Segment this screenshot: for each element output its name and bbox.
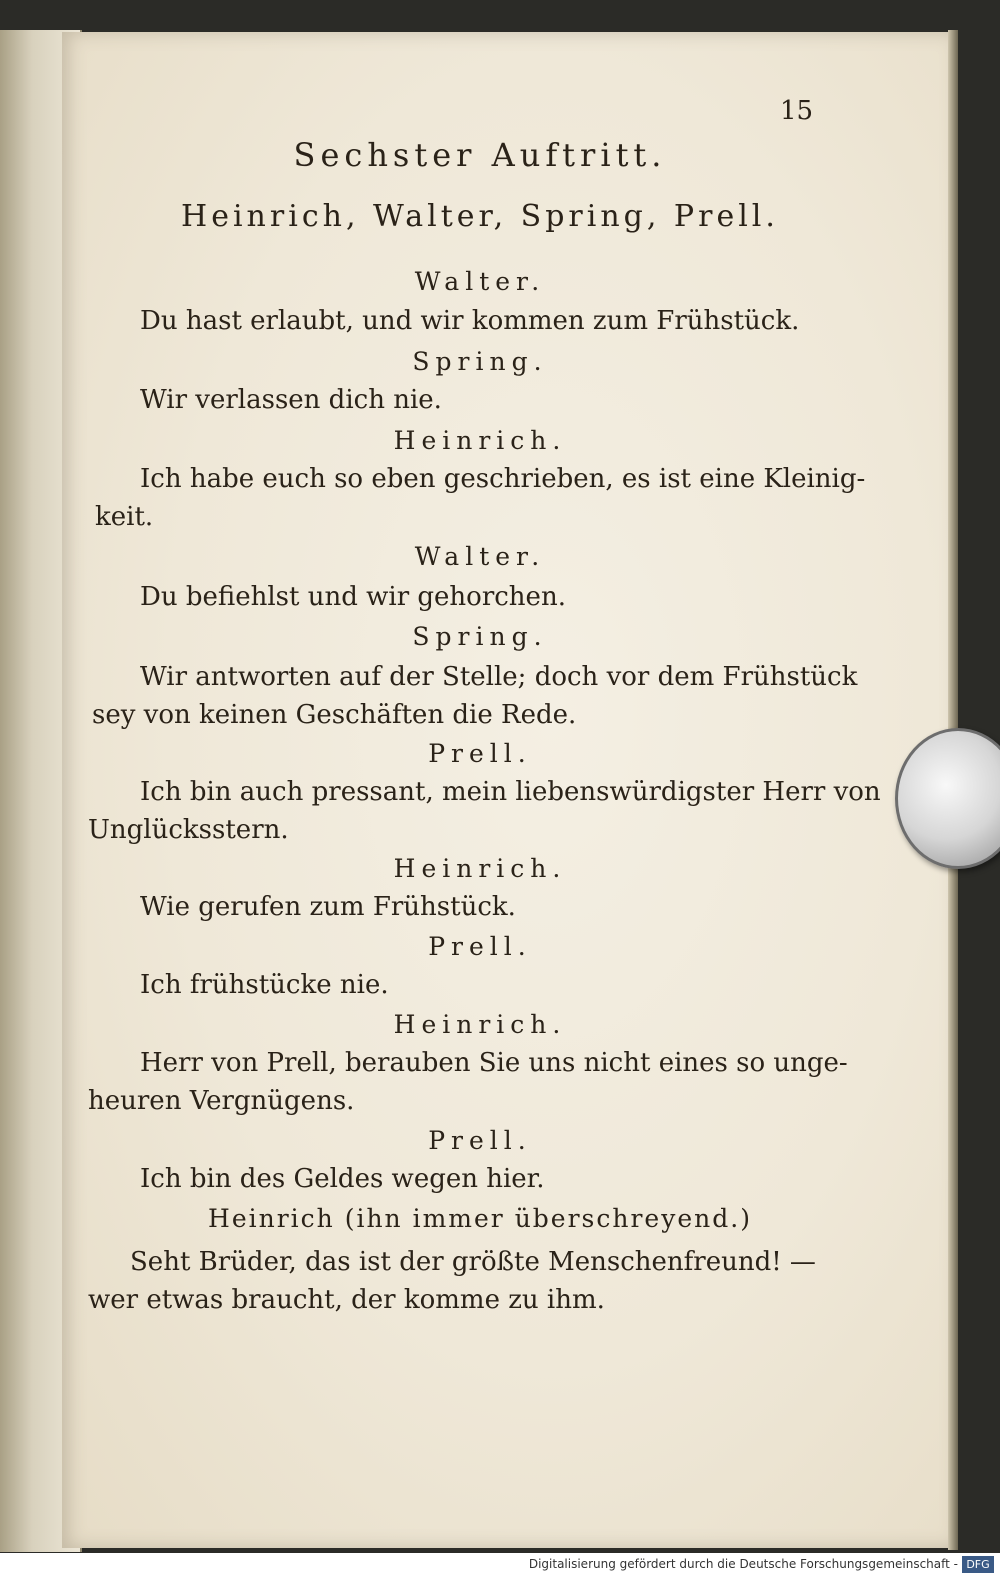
dialogue-line: Ich habe euch so eben geschrieben, es ist eine Kleinig-	[140, 464, 866, 494]
dialogue-line: Unglücksstern.	[88, 815, 289, 845]
dialogue-line: Ich bin des Geldes wegen hier.	[140, 1164, 545, 1194]
dialogue-line: Ich bin auch pressant, mein liebenswürdigster Herr von	[140, 777, 881, 807]
dialogue-line: Wir verlassen dich nie.	[140, 385, 442, 415]
speaker-name: Spring.	[412, 347, 548, 376]
dialogue-line: heuren Vergnügens.	[88, 1086, 355, 1116]
cast-list: Heinrich, Walter, Spring, Prell.	[181, 199, 779, 234]
digitization-footer	[0, 1553, 1000, 1577]
dialogue-line: Du befiehlst und wir gehorchen.	[140, 582, 566, 612]
dialogue-line: Seht Brüder, das ist der größte Menschenfreund! —	[130, 1247, 816, 1277]
speaker-name: Walter.	[414, 267, 546, 296]
dialogue-line: Wir antworten auf der Stelle; doch vor dem Frühstück	[140, 662, 858, 692]
dfg-logo: DFG	[962, 1556, 994, 1573]
speaker-name: Prell.	[428, 932, 532, 961]
dialogue-line: Herr von Prell, berauben Sie uns nicht eines so unge-	[140, 1048, 848, 1078]
speaker-name: Prell.	[428, 739, 532, 768]
dialogue-line: Du hast erlaubt, und wir kommen zum Frühstück.	[140, 306, 800, 336]
speaker-name: Prell.	[428, 1126, 532, 1155]
scene-title: Sechster Auftritt.	[293, 136, 667, 174]
funding-credit: Digitalisierung gefördert durch die Deutsche Forschungsgemeinschaft -	[528, 1557, 958, 1571]
speaker-name: Spring.	[412, 622, 548, 651]
speaker-name: Heinrich.	[393, 854, 567, 883]
dialogue-line: wer etwas braucht, der komme zu ihm.	[88, 1285, 605, 1315]
page-number: 15	[780, 96, 814, 126]
dialogue-line: keit.	[95, 502, 154, 532]
speaker-name: Heinrich (ihn immer überschreyend.)	[208, 1204, 752, 1233]
dialogue-line: sey von keinen Geschäften die Rede.	[92, 700, 577, 730]
dialogue-line: Ich frühstücke nie.	[140, 970, 389, 1000]
dialogue-line: Wie gerufen zum Frühstück.	[140, 892, 516, 922]
speaker-name: Heinrich.	[393, 1010, 567, 1039]
speaker-name: Heinrich.	[393, 426, 567, 455]
speaker-name: Walter.	[414, 542, 546, 571]
